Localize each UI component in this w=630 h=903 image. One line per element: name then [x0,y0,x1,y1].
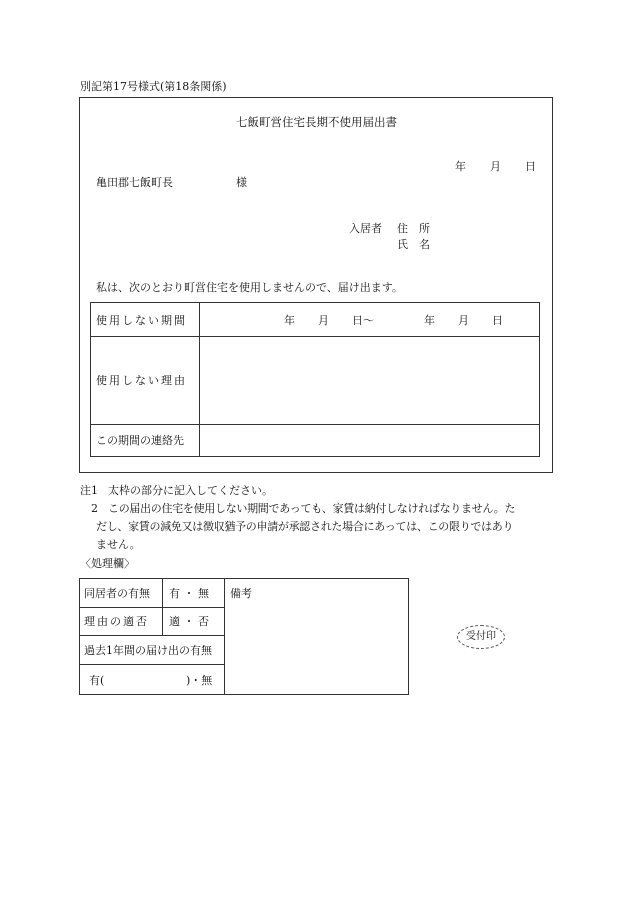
statement-text: 私は、次のとおり町営住宅を使用しませんので、届け出ます。 [96,281,403,294]
period-table-divider-h2 [90,424,540,425]
date-day-label: 日 [525,160,536,173]
processing-divider-remarks [224,578,225,695]
contact-label: この期間の連絡先 [96,434,184,447]
past-year-no-label: )・無 [186,674,213,687]
note-2-line-2: だし、家賃の減免又は徴収猶予の申請が承認された場合にあっては、この限りではあり [96,520,514,533]
past-year-filing-label: 過去1年間の届け出の有無 [84,644,212,657]
processing-divider-h2 [79,635,225,636]
addressee-name: 亀田郡七飯町長 [96,176,173,189]
processing-divider-h1 [79,607,225,608]
note-2-line-3: ません。 [96,538,141,551]
reason-label: 使用しない理由 [96,374,187,387]
note-2-line-1: この届出の住宅を使用しない期間であっても、家賃は納付しなければなりません。た [108,502,516,515]
applicant-name-label: 氏 名 [397,238,430,251]
period-start-year: 年 [284,314,295,327]
date-year-label: 年 [455,160,466,173]
date-month-label: 月 [490,160,501,173]
period-table-divider-h1 [90,336,540,337]
period-end-day: 日 [492,314,503,327]
period-start-day: 日〜 [352,314,374,327]
period-label: 使用しない期間 [96,314,187,327]
form-title: 七飯町営住宅長期不使用届出書 [236,115,397,129]
processing-divider-h3 [79,664,225,665]
applicant-role: 入居者 [349,222,382,235]
note-2-number: 2 [91,502,98,515]
reason-suitability-value: 適 ・ 否 [169,615,209,628]
reception-stamp-label: 受付印 [466,631,496,642]
note-1-text: 太枠の部分に記入してください。 [108,484,273,497]
applicant-address-label: 住 所 [397,222,430,235]
period-table-divider-v [199,302,200,457]
processing-heading: 〈処理欄〉 [80,557,135,570]
reason-suitability-label: 理由の適否 [84,615,149,628]
reception-stamp [457,625,505,649]
past-year-yes-label: 有( [89,674,105,687]
cohabitant-value: 有 ・ 無 [169,587,209,600]
cohabitant-label: 同居者の有無 [84,587,150,600]
addressee-honorific: 様 [236,176,247,189]
period-end-month: 月 [458,314,469,327]
period-start-month: 月 [318,314,329,327]
remarks-label: 備考 [230,587,252,600]
note-1-number: 注1 [80,484,98,497]
period-end-year: 年 [424,314,435,327]
form-reference: 別記第17号様式(第18条関係) [80,80,227,93]
